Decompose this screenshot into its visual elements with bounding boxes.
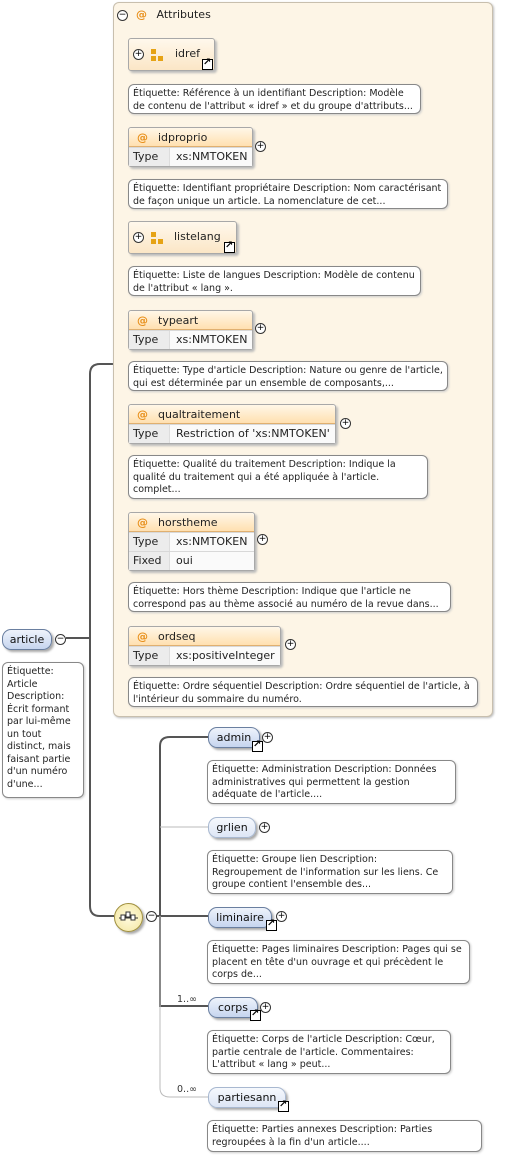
- attribute-group-name: listelang: [174, 230, 221, 243]
- expand-corps-icon[interactable]: +: [261, 1002, 270, 1012]
- link-arrow-icon[interactable]: [224, 242, 235, 253]
- attribute-marker-icon: @: [137, 407, 148, 421]
- doc-note-listelang: Étiquette: Liste de langues Description: Modèle de contenu de l'attribut « lang ».: [128, 266, 421, 296]
- attribute-group-icon: [151, 49, 163, 61]
- expand-listelang-icon[interactable]: +: [134, 232, 143, 242]
- doc-note-corps: Étiquette: Corps de l'article Description: Cœur, partie centrale de l'article. Commentaires: L'attribut « lang » peut...: [207, 1030, 451, 1074]
- doc-note-idproprio: Étiquette: Identifiant propriétaire Description: Nom caractérisant de façon unique un article. La nomenclature de cet...: [128, 179, 448, 209]
- attribute-prop-value: xs:NMTOKEN: [170, 148, 252, 166]
- attribute-group-icon: [151, 232, 163, 244]
- element-corps[interactable]: corps: [208, 997, 258, 1018]
- expand-idproprio-icon[interactable]: +: [256, 141, 265, 151]
- attribute-prop-value: oui: [170, 552, 254, 570]
- attribute-prop-key: Type: [129, 148, 170, 166]
- attribute-prop-key: Type: [129, 331, 170, 349]
- attribute-prop-key: Type: [129, 647, 170, 665]
- doc-note-partiesann: Étiquette: Parties annexes Description: Parties regroupées à la fin d'un article....: [207, 1120, 482, 1152]
- attribute-marker-icon: @: [136, 8, 147, 21]
- attribute-prop-value: xs:positiveInteger: [170, 647, 280, 665]
- expand-admin-icon[interactable]: +: [263, 732, 272, 742]
- attribute-idproprio[interactable]: [128, 127, 253, 167]
- expand-qualtraitement-icon[interactable]: +: [341, 418, 350, 428]
- attribute-qualtraitement[interactable]: [128, 404, 336, 444]
- attribute-marker-icon: @: [137, 313, 148, 327]
- cardinality-label: 0..∞: [177, 1084, 197, 1095]
- doc-note-admin: Étiquette: Administration Description: Données administratives qui permettent la gestion adéquate de l'article....: [207, 760, 456, 804]
- attribute-prop-key: Type: [129, 533, 170, 551]
- attribute-marker-icon: @: [137, 629, 148, 643]
- element-liminaire[interactable]: liminaire: [208, 907, 272, 928]
- attribute-marker-icon: @: [137, 130, 148, 144]
- attribute-prop-value: xs:NMTOKEN: [170, 331, 252, 349]
- attribute-typeart[interactable]: [128, 310, 253, 350]
- expand-typeart-icon[interactable]: +: [256, 323, 265, 333]
- doc-note-ordseq: Étiquette: Ordre séquentiel Description: Ordre séquentiel de l'article, à l'intérieur du sommaire du numéro.: [128, 677, 478, 707]
- doc-note-horstheme: Étiquette: Hors thème Description: Indique que l'article ne correspond pas au thème associé au numéro de la revue dans...: [128, 582, 451, 612]
- doc-note-typeart: Étiquette: Type d'article Description: Nature ou genre de l'article, qui est déterminée par un ensemble de composants,...: [128, 361, 448, 391]
- element-admin[interactable]: admin: [208, 727, 260, 748]
- cardinality-label: 1..∞: [177, 994, 197, 1005]
- attribute-name: ordseq: [158, 629, 196, 643]
- attribute-prop-value: Restriction of 'xs:NMTOKEN': [170, 425, 335, 443]
- link-arrow-icon[interactable]: [202, 59, 213, 70]
- element-grlien[interactable]: grlien: [208, 817, 256, 838]
- attribute-group-name: idref: [175, 47, 200, 60]
- sequence-compositor-icon[interactable]: [114, 903, 143, 932]
- expand-liminaire-icon[interactable]: +: [277, 911, 286, 921]
- attribute-name: idproprio: [158, 130, 208, 144]
- link-arrow-icon[interactable]: [250, 1010, 261, 1021]
- doc-note-idref: Étiquette: Référence à un identifiant Description: Modèle de contenu de l'attribut « idref » et du groupe d'attributs...: [128, 84, 421, 114]
- doc-note-article: Étiquette: Article Description: Écrit formant par lui-même un tout distinct, mais faisant partie d'un numéro d'une...: [2, 662, 84, 798]
- attribute-prop-key: Type: [129, 425, 170, 443]
- collapse-attributes-icon[interactable]: −: [118, 10, 127, 20]
- link-arrow-icon[interactable]: [278, 1101, 289, 1112]
- attribute-name: horstheme: [158, 515, 218, 529]
- attribute-name: typeart: [158, 313, 199, 327]
- link-arrow-icon[interactable]: [252, 741, 263, 752]
- expand-idref-icon[interactable]: +: [134, 49, 143, 59]
- attribute-prop-value: xs:NMTOKEN: [170, 533, 254, 551]
- collapse-sequence-icon[interactable]: −: [147, 911, 156, 921]
- doc-note-grlien: Étiquette: Groupe lien Description: Regroupement de l'information sur les liens. Ce groupe contient l'ensemble des...: [207, 850, 453, 894]
- expand-grlien-icon[interactable]: +: [260, 822, 269, 832]
- attribute-group-listelang[interactable]: [128, 221, 237, 254]
- attributes-header: @ Attributes: [136, 8, 211, 21]
- element-partiesann[interactable]: partiesann: [208, 1087, 286, 1108]
- attribute-prop-key: Fixed: [129, 552, 170, 570]
- link-arrow-icon[interactable]: [266, 920, 277, 931]
- attribute-name: qualtraitement: [158, 407, 241, 421]
- attribute-ordseq[interactable]: [128, 626, 281, 666]
- collapse-article-icon[interactable]: −: [56, 634, 65, 644]
- element-article[interactable]: article: [2, 629, 52, 650]
- expand-ordseq-icon[interactable]: +: [286, 639, 295, 649]
- attribute-group-idref[interactable]: [128, 38, 215, 71]
- expand-horstheme-icon[interactable]: +: [258, 534, 267, 544]
- attribute-marker-icon: @: [137, 515, 148, 529]
- doc-note-liminaire: Étiquette: Pages liminaires Description: Pages qui se placent en tête d'un ouvrage et qui précèdent le corps de...: [207, 940, 470, 984]
- attribute-horstheme[interactable]: [128, 512, 255, 571]
- doc-note-qualtraitement: Étiquette: Qualité du traitement Description: Indique la qualité du traitement qui a été appliquée à l'article. complet...: [128, 455, 428, 499]
